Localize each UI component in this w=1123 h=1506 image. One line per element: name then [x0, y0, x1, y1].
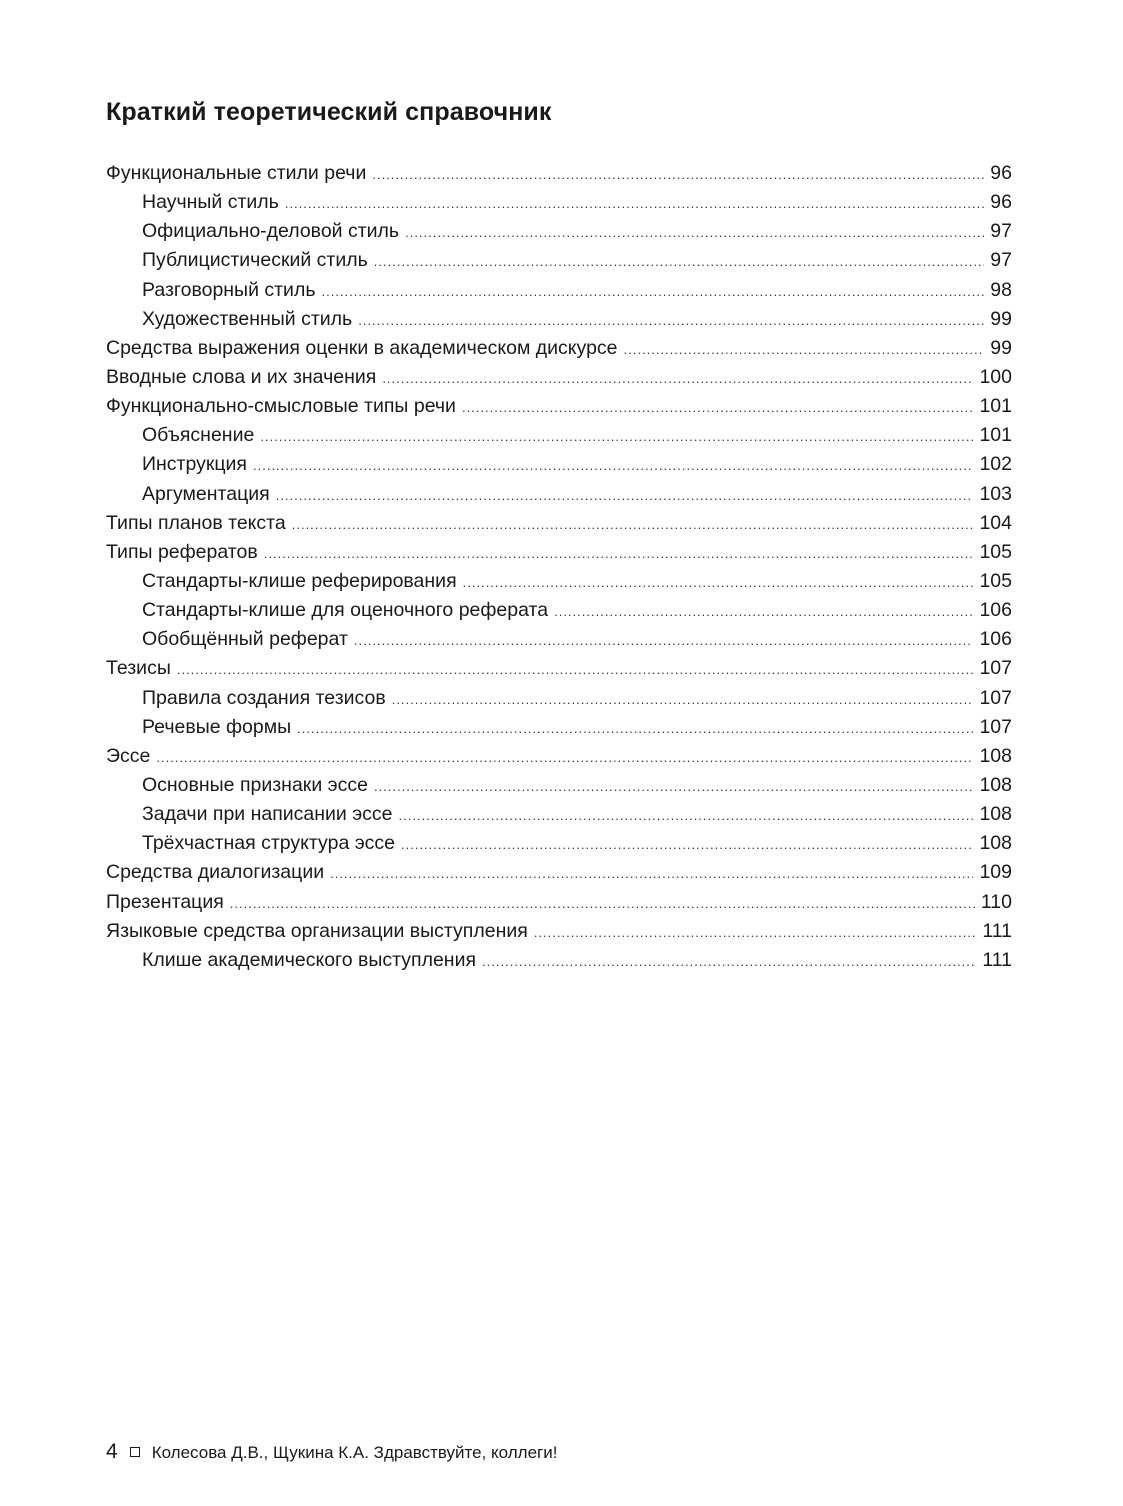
toc-entry-title: Стандарты-клише для оценочного реферата [142, 599, 549, 622]
toc-entry-title: Средства диалогизации [106, 861, 325, 884]
square-bullet-icon [130, 1447, 140, 1457]
table-of-contents [106, 162, 1012, 978]
toc-dot-leader [463, 575, 974, 590]
toc-dot-leader [554, 604, 973, 619]
toc-entry[interactable] [106, 803, 1012, 832]
toc-entry-title: Официально-деловой стиль [142, 220, 400, 243]
toc-entry-page: 99 [990, 307, 1012, 330]
toc-entry-title: Публицистический стиль [142, 249, 368, 272]
toc-entry-page: 97 [990, 220, 1012, 243]
toc-dot-leader [276, 488, 974, 503]
toc-entry[interactable] [106, 424, 1012, 453]
toc-entry-title: Художественный стиль [142, 307, 353, 330]
toc-entry[interactable] [106, 395, 1012, 424]
toc-dot-leader [264, 546, 974, 561]
toc-entry-title: Эссе [106, 744, 151, 767]
toc-dot-leader [354, 633, 974, 648]
toc-entry-title: Обобщённый реферат [142, 628, 348, 651]
toc-entry[interactable] [106, 249, 1012, 278]
toc-entry-page: 108 [979, 803, 1012, 826]
toc-dot-leader [405, 225, 984, 240]
toc-entry[interactable] [106, 949, 1012, 978]
toc-dot-leader [372, 167, 984, 182]
toc-entry-page: 97 [990, 249, 1012, 272]
toc-entry-page: 107 [979, 715, 1012, 738]
toc-dot-leader [624, 342, 985, 357]
toc-entry-title: Типы планов текста [106, 511, 286, 534]
toc-entry-title: Презентация [106, 890, 224, 913]
toc-dot-leader [322, 284, 985, 299]
toc-entry-page: 103 [979, 482, 1012, 505]
toc-dot-leader [330, 866, 973, 881]
toc-entry-page: 104 [979, 511, 1012, 534]
toc-entry[interactable] [106, 512, 1012, 541]
toc-entry[interactable] [106, 483, 1012, 512]
toc-entry[interactable] [106, 337, 1012, 366]
toc-entry-page: 101 [979, 395, 1012, 418]
toc-entry-page: 96 [990, 191, 1012, 214]
page-title: Краткий теоретический справочник [106, 98, 552, 126]
toc-entry-title: Задачи при написании эссе [142, 803, 393, 826]
toc-entry-title: Стандарты-клише реферирования [142, 569, 457, 592]
toc-dot-leader [156, 750, 973, 765]
toc-entry-title: Типы рефератов [106, 540, 258, 563]
toc-entry-page: 96 [990, 162, 1012, 184]
toc-entry[interactable] [106, 774, 1012, 803]
toc-entry-page: 105 [979, 569, 1012, 592]
toc-entry-page: 108 [979, 832, 1012, 855]
toc-entry[interactable] [106, 716, 1012, 745]
toc-entry[interactable] [106, 162, 1012, 191]
toc-entry-page: 109 [979, 861, 1012, 884]
toc-entry-page: 107 [979, 657, 1012, 680]
toc-dot-leader [177, 662, 974, 677]
toc-entry[interactable] [106, 191, 1012, 220]
toc-dot-leader [297, 721, 973, 736]
toc-entry-title: Языковые средства организации выступления [106, 919, 528, 942]
toc-entry[interactable] [106, 453, 1012, 482]
toc-dot-leader [399, 808, 974, 823]
toc-entry-page: 108 [979, 744, 1012, 767]
toc-entry-title: Тезисы [106, 657, 171, 680]
toc-entry-title: Речевые формы [142, 715, 292, 738]
footer-citation: Колесова Д.В., Щукина К.А. Здравствуйте, коллеги! [151, 1443, 558, 1462]
page-footer [106, 1440, 557, 1464]
toc-entry-page: 106 [979, 628, 1012, 651]
toc-entry-title: Объяснение [142, 424, 255, 447]
toc-dot-leader [230, 896, 975, 911]
toc-entry[interactable] [106, 657, 1012, 686]
toc-entry-page: 99 [990, 336, 1012, 359]
toc-entry-title: Вводные слова и их значения [106, 365, 377, 388]
toc-entry[interactable] [106, 891, 1012, 920]
toc-entry[interactable] [106, 920, 1012, 949]
toc-entry[interactable] [106, 570, 1012, 599]
toc-entry[interactable] [106, 861, 1012, 890]
toc-entry-title: Основные признаки эссе [142, 773, 368, 796]
toc-entry-page: 106 [979, 599, 1012, 622]
toc-entry-title: Инструкция [142, 453, 247, 476]
toc-entry[interactable] [106, 541, 1012, 570]
toc-dot-leader [374, 254, 985, 269]
toc-entry-title: Функционально-смысловые типы речи [106, 395, 456, 418]
toc-entry[interactable] [106, 628, 1012, 657]
toc-entry[interactable] [106, 599, 1012, 628]
toc-entry-page: 111 [982, 919, 1012, 942]
toc-dot-leader [358, 313, 984, 328]
toc-entry-page: 102 [979, 453, 1012, 476]
toc-entry[interactable] [106, 279, 1012, 308]
toc-entry-title: Аргументация [142, 482, 270, 505]
toc-dot-leader [285, 196, 984, 211]
toc-entry[interactable] [106, 220, 1012, 249]
toc-entry-title: Средства выражения оценки в академическом дискурсе [106, 336, 618, 359]
toc-dot-leader [260, 429, 973, 444]
toc-dot-leader [374, 779, 974, 794]
footer-page-number: 4 [106, 1440, 118, 1463]
toc-entry-page: 110 [980, 890, 1012, 913]
toc-entry[interactable] [106, 308, 1012, 337]
toc-entry-title: Трёхчастная структура эссе [142, 832, 395, 855]
toc-dot-leader [292, 517, 974, 532]
toc-entry-page: 107 [979, 686, 1012, 709]
toc-entry[interactable] [106, 745, 1012, 774]
toc-entry[interactable] [106, 687, 1012, 716]
toc-dot-leader [253, 458, 973, 473]
toc-entry[interactable] [106, 366, 1012, 395]
toc-entry-title: Функциональные стили речи [106, 162, 367, 184]
toc-entry-title: Научный стиль [142, 191, 279, 214]
toc-dot-leader [482, 954, 976, 969]
toc-dot-leader [382, 371, 973, 386]
toc-dot-leader [401, 837, 973, 852]
toc-dot-leader [534, 925, 977, 940]
toc-entry-page: 108 [979, 773, 1012, 796]
toc-entry-page: 100 [979, 365, 1012, 388]
toc-entry[interactable] [106, 832, 1012, 861]
toc-entry-title: Разговорный стиль [142, 278, 316, 301]
toc-entry-page: 105 [979, 540, 1012, 563]
toc-dot-leader [462, 400, 974, 415]
toc-entry-title: Правила создания тезисов [142, 686, 386, 709]
toc-entry-page: 98 [990, 278, 1012, 301]
toc-entry-page: 101 [979, 424, 1012, 447]
toc-entry-page: 111 [982, 948, 1012, 971]
toc-dot-leader [392, 692, 974, 707]
toc-entry-title: Клише академического выступления [142, 948, 477, 971]
